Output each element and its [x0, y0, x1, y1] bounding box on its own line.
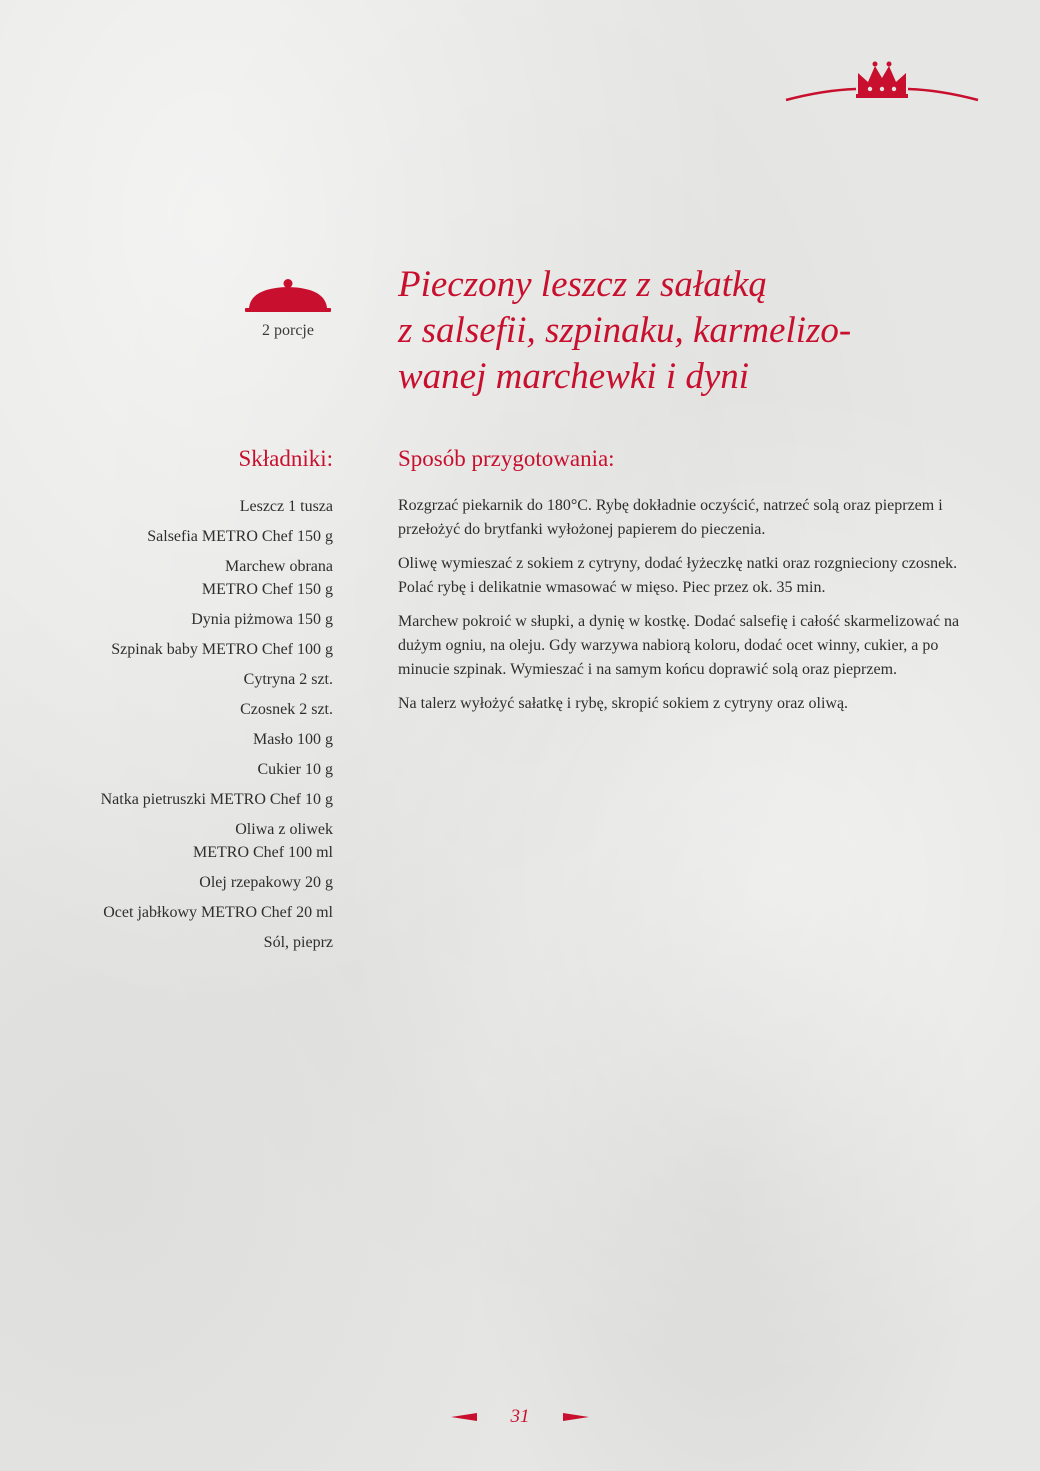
ingredient-item [33, 698, 333, 721]
ingredient-item [33, 728, 333, 751]
ingredient-item [33, 638, 333, 661]
ingredient-item [33, 788, 333, 811]
ingredient-line: METRO Chef 100 ml [193, 844, 333, 861]
ingredient-line: Leszcz 1 tusza [239, 498, 333, 515]
recipe-title [398, 262, 958, 400]
ingredient-item [33, 901, 333, 924]
cloche-icon [245, 278, 331, 314]
method-text [398, 494, 983, 726]
method-step: Oliwę wymieszać z sokiem z cytryny, dodać łyżeczkę natki oraz rozgnieciony czosnek. Polać rybę i delikatnie wmasować w mięso. Piec przez ok. 35 min. [398, 555, 958, 596]
ingredients-list [33, 495, 333, 961]
ingredient-item [33, 668, 333, 691]
page-number: 31 [510, 1406, 530, 1427]
ingredient-line: Masło 100 g [253, 731, 333, 748]
ingredient-line: Ocet jabłkowy METRO Chef 20 ml [103, 904, 333, 921]
ingredient-item [33, 931, 333, 954]
method-step: Marchew pokroić w słupki, a dynię w kostkę. Dodać salsefię i całość skarmelizować na dużym ogniu, na oleju. Gdy warzywa nabiorą koloru, dodać ocet winny, cukier, a po minucie szpinak. Wymieszać i na samym końcu doprawić solą oraz pieprzem. [398, 613, 960, 678]
ingredient-item [33, 495, 333, 518]
ingredient-line: Szpinak baby METRO Chef 100 g [111, 641, 333, 658]
ingredient-item [33, 758, 333, 781]
ingredient-line: Cukier 10 g [257, 761, 333, 778]
ingredient-item [33, 608, 333, 631]
ingredients-heading: Składniki: [238, 446, 333, 471]
method-step: Rozgrzać piekarnik do 180°C. Rybę dokładnie oczyścić, natrzeć solą oraz pieprzem i przełożyć do brytfanki wyłożonej papierem do pieczenia. [398, 497, 943, 538]
ingredient-line: Natka pietruszki METRO Chef 10 g [100, 791, 333, 808]
ingredient-item [33, 818, 333, 864]
ingredient-item [33, 871, 333, 894]
title-line: z salsefii, szpinaku, karmelizo- [398, 310, 852, 351]
servings-label: 2 porcje [262, 322, 314, 339]
ingredient-line: Dynia piżmowa 150 g [191, 611, 333, 628]
crown-icon [784, 58, 980, 108]
title-line: wanej marchewki i dyni [398, 356, 750, 397]
ingredient-line: Salsefia METRO Chef 150 g [147, 528, 333, 545]
ingredient-line: Sól, pieprz [263, 934, 333, 951]
title-line: Pieczony leszcz z sałatką [398, 264, 767, 305]
method-heading: Sposób przygotowania: [398, 446, 615, 471]
arrow-right-icon [563, 1412, 589, 1422]
ingredient-line: Olej rzepakowy 20 g [199, 874, 333, 891]
ingredient-line: Oliwa z oliwek [235, 821, 333, 838]
page-footer [447, 1404, 593, 1430]
ingredient-line: METRO Chef 150 g [201, 581, 333, 598]
method-step: Na talerz wyłożyć sałatkę i rybę, skropić sokiem z cytryny oraz oliwą. [398, 695, 849, 712]
ingredient-item [33, 555, 333, 601]
ingredient-line: Marchew obrana [225, 558, 333, 575]
ingredient-line: Czosnek 2 szt. [240, 701, 333, 718]
ingredient-line: Cytryna 2 szt. [243, 671, 333, 688]
ingredient-item [33, 525, 333, 548]
